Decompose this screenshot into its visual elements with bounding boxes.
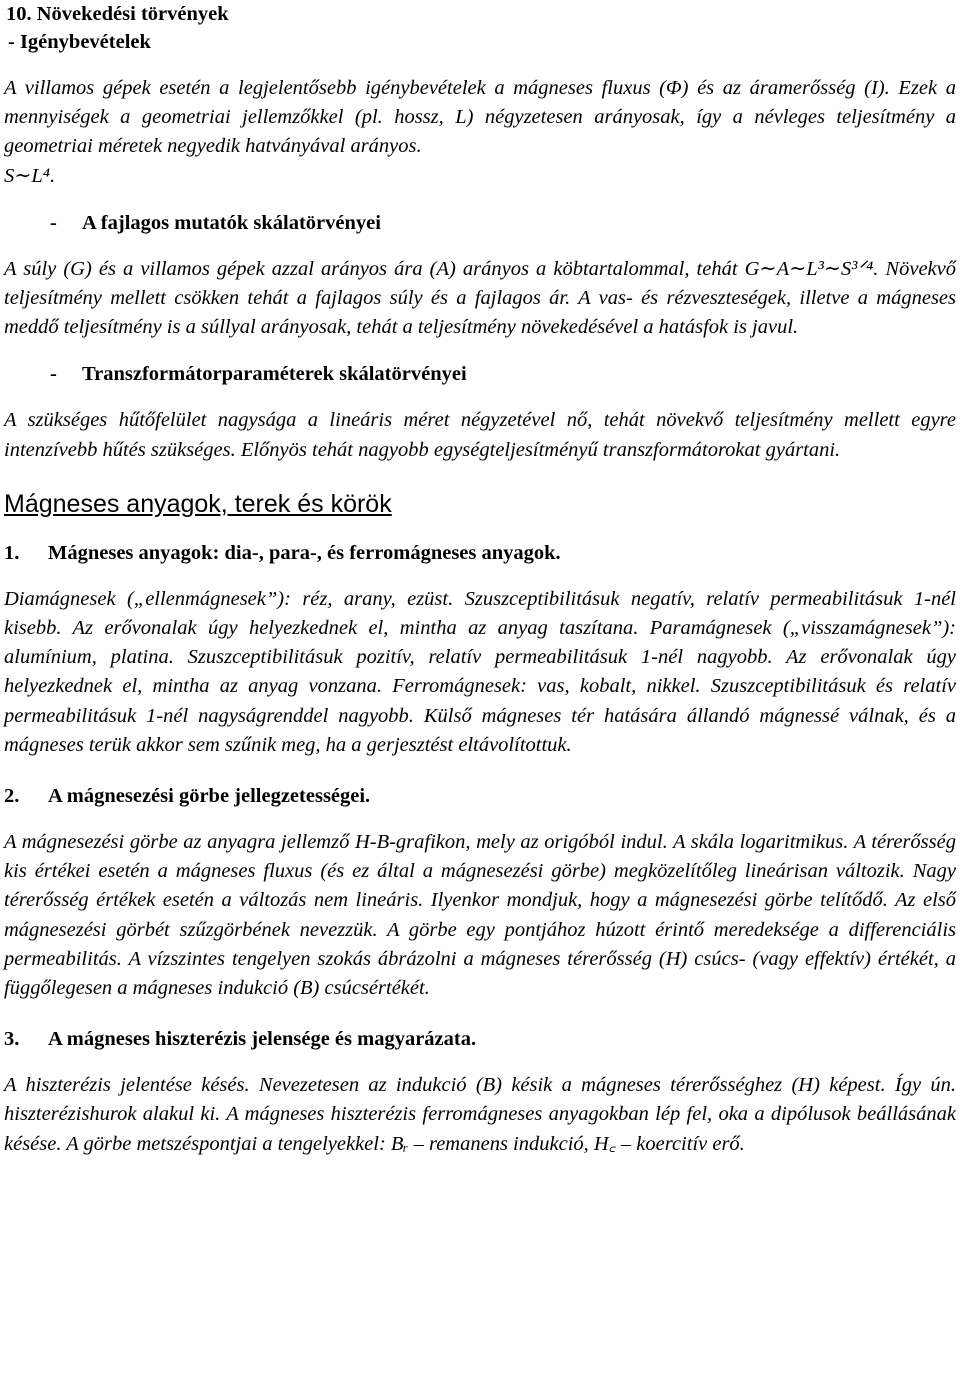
paragraph-text: A villamos gépek esetén a legjelentősebb igénybevételek a mágneses fluxus (Φ) és az áramerősség (I). Ezek a mennyiségek a geometriai jellemzőkkel (pl. hossz, L) négyzetesen arányosak, így a névleges teljesítmény a geometriai méretek negyedik hatványával arányos. bbox=[4, 77, 956, 158]
answer-2 bbox=[4, 828, 956, 1003]
formula-g-a-l3-s34: G∼A∼L³∼S³ᐟ⁴. bbox=[744, 257, 879, 280]
paragraph-igenybevetelek bbox=[4, 74, 956, 191]
chapter-title: 10. Növekedési törvények bbox=[6, 3, 229, 25]
paragraph-fajlagos bbox=[4, 255, 956, 343]
paragraph-text: A súly (G) és a villamos gépek azzal arányos ára (A) arányos a köbtartalommal, tehát bbox=[4, 257, 738, 280]
question-2: 2. A mágnesezési görbe jellegzetességei. bbox=[4, 785, 371, 808]
paragraph-text: A mágnesezési görbe az anyagra jellemző H-B-grafikon, mely az origóból indul. A skála logaritmikus. A térerősség kis értékei esetén a mágneses fluxus (és ez által a mágnesezési görbe) megközelítőleg lineárisan változik. Nagy térerősség értékek esetén a változás nem lineáris. Ilyenkor mondjuk, hogy a mágnesezési görbe telítődő. Az első mágnesezési görbét szűzgörbének nevezzük. A görbe egy pontjához húzott érintő meredeksége a differenciális permeabilitás. A vízszintes tengelyen szokás ábrázolni a mágneses térerősség (H) csúcs- (vagy effektív) értékét, a függőlegesen a mágneses indukció (B) csúcsértékét. bbox=[4, 831, 956, 1000]
question-1: 1. Mágneses anyagok: dia-, para-, és ferromágneses anyagok. bbox=[4, 541, 561, 564]
paragraph-text: A szükséges hűtőfelület nagysága a lineáris méret négyzetével nő, tehát növekvő teljesítmény mellett egyre intenzívebb hűtés szükséges. Előnyös tehát nagyobb egységteljesítményű transzformátorokat gyártani. bbox=[4, 409, 956, 461]
paragraph-text: A hiszterézis jelentése késés. Nevezetesen az indukció (B) késik a mágneses térerősséghez (H) képest. Így ún. hiszterézishurok alakul ki. A mágneses hiszterézis ferromágneses anyagokban lép fel, oka a dipólusok beállásának késése. A görbe metszéspontjai a tengelyekkel: Bᵣ – remanens indukció, H꜀ – koercitív erő. bbox=[4, 1074, 956, 1155]
section-title-magneses: Mágneses anyagok, terek és körök bbox=[4, 489, 392, 518]
answer-1 bbox=[4, 585, 956, 760]
formula-s-l4: S∼L⁴. bbox=[4, 164, 56, 187]
subheading-fajlagos: - A fajlagos mutatók skálatörvényei bbox=[50, 211, 381, 234]
answer-3 bbox=[4, 1071, 956, 1159]
subheading-igenybevetelek: - Igénybevételek bbox=[8, 31, 151, 53]
question-3: 3. A mágneses hiszterézis jelensége és magyarázata. bbox=[4, 1028, 477, 1051]
subheading-transzformator: - Transzformátorparaméterek skálatörvényei bbox=[50, 363, 467, 386]
paragraph-text: Diamágnesek („ellenmágnesek”): réz, arany, ezüst. Szuszceptibilitásuk negatív, relatív permeabilitásuk 1-nél kisebb. Az erővonalak úgy helyezkednek el, mintha az anyag taszítana. Paramágnesek („visszamágnesek”): alumínium, platina. Szuszceptibilitásuk pozitív, relatív permeabilitásuk 1-nél nagyobb. Az erővonalak úgy helyezkednek el, mintha az anyag vonzana. Ferromágnesek: vas, kobalt, nikkel. Szuszceptibilitásuk és relatív permeabilitásuk 1-nél nagyságrenddel nagyobb. Külső mágneses tér hatására állandó mágnessé válnak, és a mágneses terük akkor sem szűnik meg, ha a gerjesztést eltávolítottuk. bbox=[4, 587, 956, 756]
paragraph-text-cont: Növekvő teljesítmény mellett csökken tehát a fajlagos súly és a fajlagos ár. A vas- és rézveszteségek, illetve a mágneses meddő teljesítmény is a súllyal arányosak, tehát a teljesítmény növekedésével a hatásfok is javul. bbox=[4, 257, 956, 339]
paragraph-transzformator bbox=[4, 406, 956, 464]
